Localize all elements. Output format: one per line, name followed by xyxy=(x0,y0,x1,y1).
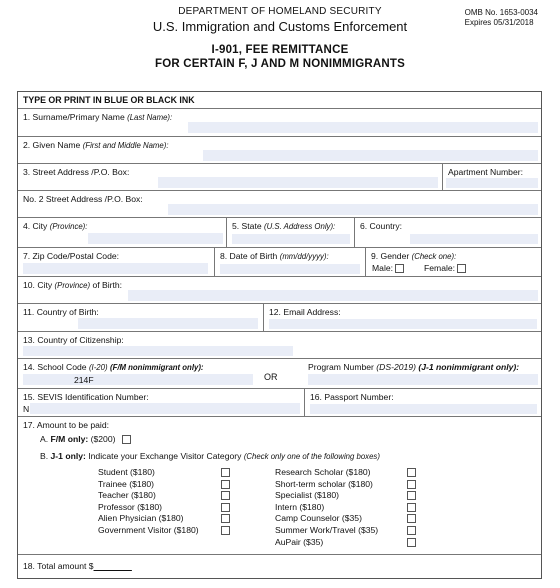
j1-option: B. J-1 only: Indicate your Exchange Visitor Category (Check only one of the following boxes) xyxy=(40,451,380,461)
passport-cell xyxy=(304,389,541,416)
gender-label: 9. Gender (Check one): xyxy=(371,251,457,261)
given-name-label: 2. Given Name (First and Middle Name): xyxy=(23,140,169,150)
birth-country-email-row xyxy=(18,304,541,332)
school-code-field[interactable] xyxy=(23,374,253,385)
exchange-category-checkbox[interactable] xyxy=(407,468,416,477)
omb-info xyxy=(465,8,538,28)
or-text: OR xyxy=(264,372,278,382)
street-address-field[interactable] xyxy=(158,177,438,188)
country-of-birth-label: 11. Country of Birth: xyxy=(23,307,99,317)
exchange-category-label: Trainee ($180) xyxy=(98,478,155,489)
street-address-2-field[interactable] xyxy=(168,204,538,215)
exchange-category-option xyxy=(98,479,233,489)
exchange-category-label: Short-term scholar ($180) xyxy=(275,478,373,489)
exchange-category-checkbox[interactable] xyxy=(221,491,230,500)
exchange-category-option xyxy=(275,502,419,512)
apartment-field[interactable] xyxy=(446,178,538,188)
instruction-row xyxy=(18,92,541,109)
instruction-text: TYPE OR PRINT IN BLUE OR BLACK INK xyxy=(23,95,195,105)
street-address-label: 3. Street Address /P.O. Box: xyxy=(23,167,130,177)
sevis-label: 15. SEVIS Identification Number: xyxy=(23,392,149,402)
zip-dob-gender-row xyxy=(18,248,541,277)
exchange-category-label: Summer Work/Travel ($35) xyxy=(275,525,379,535)
exchange-category-option xyxy=(98,513,233,523)
dob-label: 8. Date of Birth (mm/dd/yyyy): xyxy=(220,251,329,261)
city-label: 4. City (Province): xyxy=(23,221,88,231)
apartment-label: Apartment Number: xyxy=(448,167,523,177)
school-code-value: 214F xyxy=(74,375,94,385)
exchange-category-checkbox[interactable] xyxy=(221,526,230,535)
city-of-birth-row xyxy=(18,277,541,304)
female-option: Female: xyxy=(424,263,466,273)
dob-field[interactable] xyxy=(220,264,360,274)
citizenship-row xyxy=(18,332,541,359)
exchange-category-option xyxy=(275,467,419,477)
total-amount-row xyxy=(18,555,541,578)
female-checkbox[interactable] xyxy=(457,264,466,273)
exchange-category-checkbox[interactable] xyxy=(221,514,230,523)
exchange-category-label: Specialist ($180) xyxy=(275,490,340,501)
school-code-label: 14. School Code (I-20) (F/M nonimmigrant only): xyxy=(23,362,204,372)
city-of-birth-field[interactable] xyxy=(128,290,538,301)
sevis-prefix: N xyxy=(23,404,30,414)
gender-cell xyxy=(365,248,541,276)
exchange-category-checkbox[interactable] xyxy=(407,503,416,512)
program-number-label: Program Number (DS-2019) (J-1 nonimmigrant only): xyxy=(308,362,520,372)
citizenship-field[interactable] xyxy=(23,346,293,356)
surname-field[interactable] xyxy=(188,122,538,133)
exchange-category-label: Government Visitor ($180) xyxy=(98,525,199,535)
school-program-row xyxy=(18,359,541,389)
exchange-category-option xyxy=(98,467,233,477)
exchange-category-checkbox[interactable] xyxy=(407,526,416,535)
street-address-row xyxy=(18,164,541,191)
apartment-cell xyxy=(442,164,541,190)
sevis-field[interactable] xyxy=(30,403,300,414)
city-of-birth-label: 10. City (Province) of Birth: xyxy=(23,280,123,290)
exchange-category-option xyxy=(275,525,419,535)
city-field[interactable] xyxy=(88,233,223,244)
amount-label: 17. Amount to be paid: xyxy=(23,420,110,430)
country-label: 6. Country: xyxy=(360,221,403,231)
exchange-category-checkbox[interactable] xyxy=(407,491,416,500)
citizenship-label: 13. Country of Citizenship: xyxy=(23,335,124,345)
fee-remittance-form xyxy=(17,91,542,579)
exchange-category-option xyxy=(98,525,233,535)
exchange-category-label: Student ($180) xyxy=(98,467,155,477)
dob-cell xyxy=(214,248,365,276)
exchange-category-checkbox[interactable] xyxy=(221,480,230,489)
sevis-passport-row xyxy=(18,389,541,417)
male-checkbox[interactable] xyxy=(395,264,404,273)
email-label: 12. Email Address: xyxy=(269,307,341,317)
country-of-birth-field[interactable] xyxy=(78,318,258,329)
passport-label: 16. Passport Number: xyxy=(310,392,394,402)
exchange-category-option xyxy=(98,502,233,512)
surname-row xyxy=(18,109,541,137)
state-cell xyxy=(226,218,354,247)
given-name-field[interactable] xyxy=(203,150,538,161)
street-address-2-label: No. 2 Street Address /P.O. Box: xyxy=(23,194,143,204)
total-amount-blank[interactable]: ________ xyxy=(93,561,132,571)
exchange-category-label: Research Scholar ($180) xyxy=(275,467,371,477)
country-field[interactable] xyxy=(410,234,538,244)
exchange-category-option xyxy=(98,490,233,500)
zip-code-label: 7. Zip Code/Postal Code: xyxy=(23,251,120,261)
exchange-category-checkbox[interactable] xyxy=(221,503,230,512)
amount-section xyxy=(18,417,541,555)
omb-number: OMB No. 1653-0034 xyxy=(464,8,538,17)
fm-option: A. F/M only: ($200) xyxy=(40,434,131,444)
exchange-category-label: Teacher ($180) xyxy=(98,490,156,501)
email-cell xyxy=(263,304,541,331)
exchange-category-label: Camp Counselor ($35) xyxy=(275,513,362,524)
passport-field[interactable] xyxy=(310,404,537,414)
exchange-category-checkbox[interactable] xyxy=(407,538,416,547)
exchange-category-option xyxy=(275,490,419,500)
surname-label: 1. Surname/Primary Name (Last Name): xyxy=(23,112,173,122)
state-label: 5. State (U.S. Address Only): xyxy=(232,221,336,231)
form-title: I-901, FEE REMITTANCE xyxy=(211,44,349,56)
exchange-category-checkbox[interactable] xyxy=(407,514,416,523)
email-field[interactable] xyxy=(269,319,537,329)
exchange-category-label: AuPair ($35) xyxy=(275,536,324,547)
exchange-category-option xyxy=(275,479,419,489)
exchange-category-option xyxy=(275,513,419,523)
given-name-row xyxy=(18,137,541,164)
male-option: Male: xyxy=(372,263,404,273)
exchange-category-option xyxy=(275,537,419,547)
country-cell xyxy=(354,218,541,247)
exchange-category-checkbox[interactable] xyxy=(407,480,416,489)
program-number-field[interactable] xyxy=(308,374,538,385)
department-name: DEPARTMENT OF HOMELAND SECURITY xyxy=(178,6,382,17)
exchange-category-checkbox[interactable] xyxy=(221,468,230,477)
state-field[interactable] xyxy=(232,234,350,244)
agency-name: U.S. Immigration and Customs Enforcement xyxy=(152,19,408,34)
street-address-2-row xyxy=(18,191,541,218)
city-state-country-row xyxy=(18,218,541,248)
zip-code-field[interactable] xyxy=(23,263,208,274)
total-amount-label: 18. Total amount $________ xyxy=(23,561,132,571)
fm-checkbox[interactable] xyxy=(122,435,131,444)
expiration-date: Expires 05/31/2018 xyxy=(464,18,534,27)
exchange-category-label: Intern ($180) xyxy=(275,501,325,512)
form-subtitle: FOR CERTAIN F, J AND M NONIMMIGRANTS xyxy=(155,58,405,70)
exchange-category-label: Professor ($180) xyxy=(98,501,163,512)
exchange-category-label: Alien Physician ($180) xyxy=(98,513,184,524)
